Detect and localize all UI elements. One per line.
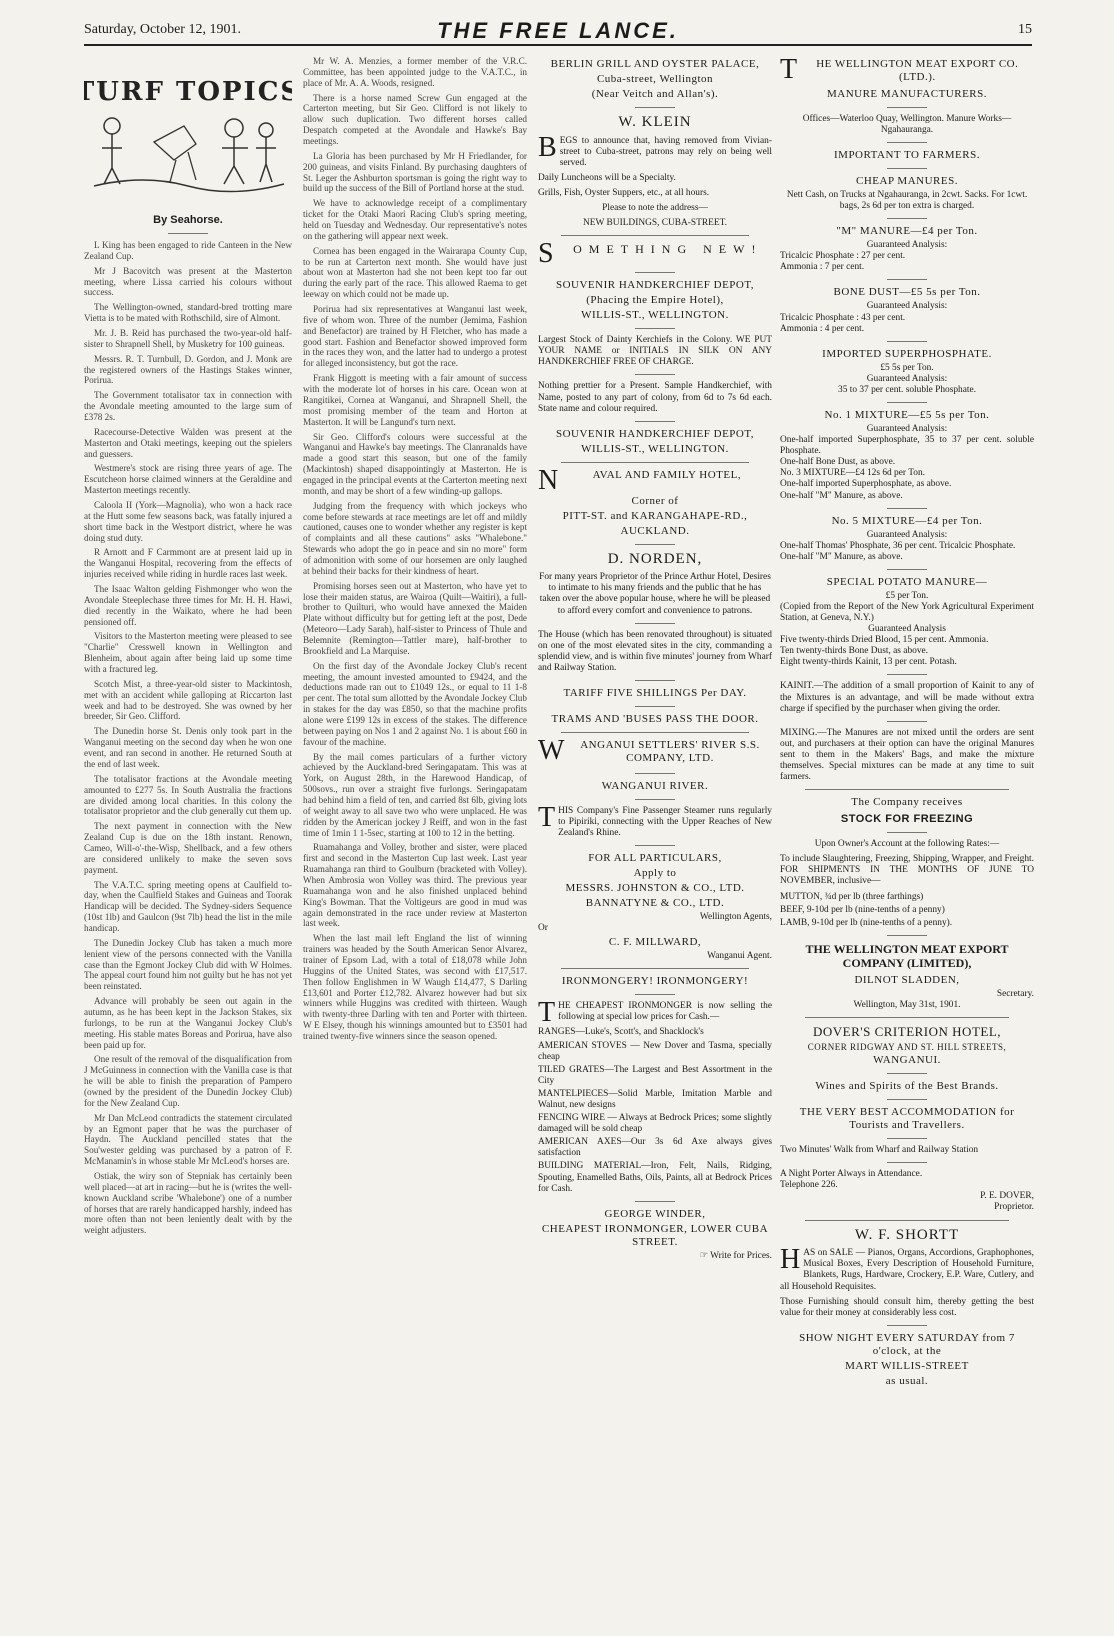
divider — [635, 374, 675, 375]
naval-hotel-body-2: The House (which has been renovated throughout) is situated on one of the most elevated sites in the city, commanding a splendid view, and is within five minutes' journey from Wharf and Railway Station. — [538, 629, 772, 673]
souvenir-body: Largest Stock of Dainty Kerchiefs in the Colony. WE PUT YOUR NAME or INITIALS IN SILK ON ANY HANDKERCHIEF FREE OF CHARGE. — [538, 335, 772, 368]
turf-paragraph: The Dunedin horse St. Denis only took part in the Wanganui meeting on the second day when he won one event, and ran second in another. He returned South at the end of last week. — [84, 726, 292, 769]
turf-topics-column-2 — [303, 56, 527, 1046]
meat-kainit: KAINIT.—The addition of a small proportion of Kainit to any of the Mixtures is an advantage, and will be made without extra charge if specified by the purchaser when giving the order. — [780, 681, 1034, 714]
turf-paragraph: When the last mail left England the list of winning trainers was headed by the South American Senor Alvarez, trainer of Epsom Lad, with a total of £18,078 while John Huggins of the United States, was second with £17,517. Then follow Englishmen in W Waugh £14,477, S Darling £13,601 and Porter £12,782. Alvarez however had but six winners while Huggins was credited with thirteen. Waugh with twenty-three Darling with ten and Porter with thirteen. W E Elsey, though his winnings amounted but to £3501 had trained twenty-five winners since the season opened. — [303, 933, 527, 1042]
masthead — [84, 18, 1032, 46]
divider — [561, 462, 748, 463]
svg-text:TURF TOPICS: TURF TOPICS — [84, 77, 292, 107]
divider — [561, 235, 748, 236]
divider — [887, 107, 927, 108]
turf-paragraph: Scotch Mist, a three-year-old sister to Mackintosh, met with an accident while galloping at Riccarton last week and had to be destroyed. She was owned by her breeder, Sir Geo. Clifford. — [84, 678, 292, 722]
product-line: Guaranteed Analysis — [868, 624, 946, 635]
divider — [635, 845, 675, 846]
product-title: BONE DUST—£5 5s per Ton. — [833, 286, 981, 299]
wanganui-apply: Apply to — [633, 867, 677, 880]
ironmongery-heading: IRONMONGERY! IRONMONGERY! — [561, 975, 749, 988]
divider — [887, 341, 927, 342]
turf-paragraph: R Arnott and F Carmmont are at present laid up in the Wanganui Hospital, recovering from the effects of injuries received while riding in hurdle races last week. — [84, 547, 292, 580]
product-line: Tricalcic Phosphate : 27 per cent. — [780, 251, 906, 262]
wanganui-body: HIS Company's Fine Passenger Steamer runs regularly to Pipiriki, connecting with the Upper Reaches of New Zealand's Rhine. — [558, 805, 772, 839]
divider — [635, 706, 675, 707]
meat-offices: Offices—Waterloo Quay, Wellington. Manure Works—Ngahauranga. — [802, 113, 1012, 135]
drop-cap: S — [538, 238, 561, 270]
turf-paragraph: Mr. J. B. Reid has purchased the two-year-old half-sister to Shrapnell Shell, by Musketry for 100 guineas. — [84, 327, 292, 349]
product-title: "M" MANURE—£4 per Ton. — [836, 225, 978, 238]
list-item: AMERICAN AXES—Our 3s 6d Axe always gives satisfaction — [538, 1137, 772, 1159]
dover-corner: CORNER RIDGWAY AND ST. HILL STREETS, — [807, 1041, 1007, 1052]
product-line: Tricalcic Phosphate : 43 per cent. — [780, 312, 906, 323]
meat-heading: HE WELLINGTON MEAT EXPORT CO. (LTD.). — [816, 58, 1019, 83]
meat-manure: MANURE MANUFACTURERS. — [826, 87, 988, 100]
divider — [887, 142, 927, 143]
product-title: SPECIAL POTATO MANURE— — [826, 575, 988, 588]
divider — [805, 1017, 1008, 1018]
divider — [168, 233, 208, 234]
product-line: Guaranteed Analysis: — [866, 529, 948, 540]
divider — [805, 789, 1008, 790]
turf-paragraph: Cornea has been engaged in the Wairarapa County Cup, to be run at Carterton next month. She would have just about won at Masterton had she not been kept too far out during the early part of the race. This allowed Raema to get leeway on which could not be made up. — [303, 245, 527, 300]
turf-paragraph: The Government totalisator tax in connection with the Avondale meeting amounted to the large sum of £378 2s. — [84, 390, 292, 422]
turf-paragraph: The Isaac Walton gelding Fishmonger who won the Avondale Steeplechase three times for Mr. H. H. Hawi, died recently in the Waikato, where he had been pensioned off. — [84, 584, 292, 627]
souvenir-depot-2: SOUVENIR HANDKERCHIEF DEPOT, — [555, 427, 755, 440]
dover-heading: DOVER'S CRITERION HOTEL, — [812, 1024, 1002, 1040]
list-item: MUTTON, ¾d per lb (three farthings) — [780, 891, 924, 902]
wanganui-agent-3: C. F. MILLWARD, — [608, 936, 702, 949]
turf-paragraph: Mr J Bacovitch was present at the Masterton meeting, where Lissa carried his colours without success. — [84, 265, 292, 298]
product-line: No. 3 MIXTURE—£4 12s 6d per Ton. — [780, 468, 925, 479]
drop-cap: T — [538, 801, 556, 833]
product-line: £5 5s per Ton. — [880, 362, 934, 373]
turf-paragraph: Messrs. R. T. Turnbull, D. Gordon, and J. Monk are the registered owners of the Hastings Stakes winner, Porirua. — [84, 353, 292, 386]
turf-paragraph: Caloola II (York—Magnolia), who won a hack race at the Hutt some few seasons back, was fatally injured a short time back in the Westport district, where he was doing stud duty. — [84, 500, 292, 543]
souvenir-facing: (Phacing the Empire Hotel), — [586, 294, 724, 307]
turf-paragraph: Mr W. A. Menzies, a former member of the V.R.C. Committee, has been appointed judge to the V.A.T.C., in place of Mr. A. A. Woods, resigned. — [303, 56, 527, 88]
meat-receives: The Company receives — [851, 796, 963, 809]
product-line: One-half "M" Manure, as above. — [780, 551, 903, 562]
divider — [887, 674, 927, 675]
dover-proprietor: P. E. DOVER, — [980, 1191, 1034, 1202]
divider — [635, 773, 675, 774]
product-line: One-half Thomas' Phosphate, 36 per cent. Tricalcic Phosphate. — [780, 540, 1016, 551]
product-line: Ammonia : 4 per cent. — [780, 323, 865, 334]
wanganui-settlers-ad — [538, 734, 772, 962]
divider — [561, 968, 748, 969]
berlin-grill-body: EGS to announce that, having removed from Vivian-street to Cuba-street, patrons may rely on being well served. — [559, 135, 772, 168]
turf-paragraph: Ostiak, the wiry son of Stepniak has certainly been well placed—at art in racing—but he is (writes the well-known Auckland scribe 'Whalebone') one of a number of horses that are rarely handicapped harshly, indeed has more often than not been leniently dealt with by the weight adjusters. — [84, 1171, 292, 1236]
list-item: RANGES—Luke's, Scott's, and Shacklock's — [538, 1027, 704, 1038]
naval-hotel-city: AUCKLAND. — [620, 524, 690, 537]
turf-paragraph: L King has been engaged to ride Canteen in the New Zealand Cup. — [84, 239, 292, 261]
list-item: BUILDING MATERIAL—Iron, Felt, Nails, Ridging, Spouting, Enamelled Baths, Oils, Paints, all at Bedrock Prices for Cash. — [538, 1161, 772, 1194]
turf-topics-illustration — [84, 56, 292, 206]
meat-secretary-title: Secretary. — [996, 989, 1034, 1000]
divider — [887, 1138, 927, 1139]
turf-paragraph: Promising horses seen out at Masterton, who have yet to lose their maiden status, are Wairoa (Quilt—Waitiri), a full-brother to Quilturi, who would have annexed the Maiden Plate without difficulty but for getting left at the post, Dede (Meteoro—Lady Sarah), half-sister to Princess of Thule and Belemnite (Remington—Tattler mare), half-brother to Brookfield and La Marquise. — [303, 580, 527, 656]
divider — [887, 832, 927, 833]
wanganui-agents-2: BANNATYNE & CO., LTD. — [585, 897, 725, 910]
drop-cap: W — [538, 734, 565, 766]
product-line: (Copied from the Report of the New York Agricultural Experiment Station, at Geneva, N.Y.) — [780, 601, 1034, 623]
wanganui-agents-label: Wellington Agents, — [699, 912, 772, 922]
divider — [635, 272, 675, 273]
turf-paragraph: We have to acknowledge receipt of a complimentary ticket for the Otaki Maori Racing Club's spring meeting, held on Tuesday and Wednesday. Our representative's notes on the gathering will appear next week. — [303, 198, 527, 241]
naval-hotel-body: For many years Proprietor of the Prince Arthur Hotel, Desires to intimate to his many friends and the public that he has taken over the above popular house, where he will be pleased to afford every comfort and convenience to patrons. — [539, 572, 771, 616]
turf-paragraph: One result of the removal of the disqualification from J McGuinness in connection with the Vanilla case is that he will be able to finish the preparation of Pampero (owned by the president of the Dunedin Jockey Club) for the New Zealand Cup. — [84, 1054, 292, 1108]
list-item: AMERICAN STOVES — New Dover and Tasma, specially cheap — [538, 1040, 772, 1062]
dover-best: THE VERY BEST ACCOMMODATION for Tourists and Travellers. — [799, 1106, 1015, 1132]
product-line: Five twenty-thirds Dried Blood, 15 per cent. Ammonia. — [780, 635, 989, 646]
naval-hotel-ad — [538, 464, 772, 726]
product-line: One-half imported Superphosphate, as above. — [780, 479, 952, 490]
ironmongery-ad — [538, 975, 772, 1261]
divider — [635, 799, 675, 800]
berlin-grill-name: BERLIN GRILL AND OYSTER PALACE, — [550, 58, 760, 70]
turf-paragraph: On the first day of the Avondale Jockey Club's recent meeting, the amount invested amounted to £9424, and the deductions made ran out to £1049 12s., or equal to 11 1-8 per cent. The total sum allotted by the Avondale Jockey Club in stakes for the day was £850, so that the machine profits alone were £199 12s in excess of the stakes. The difference between paying on Nos 1 and 2 against No. 1 is about £60 in favour of the machine. — [303, 660, 527, 747]
souvenir-depot: SOUVENIR HANDKERCHIEF DEPOT, — [555, 279, 755, 292]
turf-paragraph: Frank Higgott is meeting with a fair amount of success with the moderate lot of horses in his care. Ocean won at Rangitikei, Cornea at Wanganui, and Shrapnell Shell, the most promising member of the team and Horton at Masterton. It will be Langund's turn next. — [303, 373, 527, 427]
divider — [805, 1220, 1008, 1221]
berlin-grill-proprietor: W. KLEIN — [618, 113, 692, 130]
wanganui-agents-1: MESSRS. JOHNSTON & CO., LTD. — [565, 882, 745, 895]
product-line: One-half "M" Manure, as above. — [780, 490, 903, 501]
divider — [887, 1162, 927, 1163]
turf-paragraph: Racecourse-Detective Walden was present at the Masterton and Otaki meetings, keeping out the spielers and guessers. — [84, 426, 292, 459]
product-line: Ten twenty-thirds Bone Dust, as above. — [780, 646, 929, 657]
drop-cap: T — [780, 54, 798, 85]
divider — [635, 623, 675, 624]
meat-export-ad — [780, 54, 1034, 1011]
divider — [887, 935, 927, 936]
divider — [887, 218, 927, 219]
byline: By Seahorse. — [153, 214, 223, 226]
dover-walk: Two Minutes' Walk from Wharf and Railway Station — [780, 1145, 979, 1156]
divider — [887, 1099, 927, 1100]
turf-paragraph: The V.A.T.C. spring meeting opens at Caulfield to-day, when the Caulfield Stakes and Guineas and Toorak Handicap will be decided. The Sydney-siders Sequence (10st 1lb) and Gaulcon (9st 7lb) head the list in the mile handicap. — [84, 879, 292, 933]
dover-prop-title: Proprietor. — [994, 1202, 1034, 1213]
ironmongery-sub: CHEAPEST IRONMONGER, LOWER CUBA STREET. — [541, 1222, 769, 1248]
dover-hotel-ad — [780, 1024, 1034, 1213]
turf-paragraph: The Dunedin Jockey Club has taken a much more lenient view of the persons connected with the Vanilla case than the Egmont Jockey Club did with W Holmes. The appeal court found him not guilty but he has not yet been reinstated. — [84, 937, 292, 992]
meat-date: Wellington, May 31st, 1901. — [853, 1000, 961, 1011]
naval-hotel-streets: PITT-ST. and KARANGAHAPE-RD., — [562, 509, 748, 522]
dover-city: WANGANUI. — [873, 1054, 941, 1067]
divider — [887, 721, 927, 722]
list-item: TILED GRATES—The Largest and Best Assortment in the City — [538, 1064, 772, 1086]
naval-hotel-trams: TRAMS AND 'BUSES PASS THE DOOR. — [551, 712, 759, 725]
shortt-usual: as usual. — [885, 1374, 929, 1387]
product-line: £5 per Ton. — [885, 590, 929, 601]
product-line: 35 to 37 per cent. soluble Phosphate. — [838, 384, 976, 395]
turf-paragraph: Sir Geo. Clifford's colours were successful at the Wanganui and Hawke's bay meetings. The Clanranalds have made a good start this season, but one of the family (Mackintosh) shaped disappointingly at Masterton. He is engaged in the principal events at the Carterton meeting next month, and may be short of a few winding-up gallops. — [303, 431, 527, 496]
berlin-grill-ad — [538, 58, 772, 229]
souvenir-handkerchief-ad — [538, 238, 772, 455]
naval-hotel-tariff: TARIFF FIVE SHILLINGS Per DAY. — [563, 687, 747, 699]
turf-paragraph: The next payment in connection with the New Zealand Cup is due on the 18th instant. Renown, Cameo, Will-o'-the-Wisp, Shellback, and a few others are considered unlikely to make the seven sovs payment. — [84, 821, 292, 875]
dover-night: A Night Porter Always in Attendance. — [780, 1169, 923, 1180]
turf-paragraph: The totalisator fractions at the Avondale meeting amounted to £277 5s. In South Australia the fractions are divided among local charities. In this colony the totalisator proprietor and the club generally cut them up. — [84, 773, 292, 817]
divider — [635, 1201, 675, 1202]
divider — [887, 279, 927, 280]
shortt-ad — [780, 1227, 1034, 1388]
drop-cap: N — [538, 464, 559, 496]
divider — [887, 508, 927, 509]
turf-paragraph: Porirua had six representatives at Wanganui last week, five of whom won. Three of the number (Jemima, Fashion and Benefactor) are trained by H Fletcher, who has made a good start. Fashion and Benefactor showed improved form in the races they won, and the latter had to undergo a protest for alleged inconsistency, but got the race. — [303, 304, 527, 369]
divider — [635, 680, 675, 681]
turf-paragraph: Westmere's stock are rising three years of age. The Escutcheon horse claimed winners at the Geraldine and Masterton meetings recently. — [84, 463, 292, 496]
issue-date: Saturday, October 12, 1901. — [84, 22, 241, 37]
meat-cheap: CHEAP MANURES. — [856, 175, 958, 188]
souvenir-street: WILLIS-ST., WELLINGTON. — [581, 309, 729, 322]
wanganui-or: Or — [538, 923, 548, 934]
divider — [635, 994, 675, 995]
divider — [887, 168, 927, 169]
meat-mixing: MIXING.—The Manures are not mixed until the orders are sent out, and purchasers at their option can have the original Manures sent to them in the Makers' Bags, and make the mixture themselves. Special mixtures can be made at any time to suit farmers. — [780, 727, 1034, 783]
product-title: IMPORTED SUPERPHOSPHATE. — [822, 347, 992, 360]
berlin-grill-address: NEW BUILDINGS, CUBA-STREET. — [583, 218, 727, 229]
product-line: Eight twenty-thirds Kainit, 13 per cent. Potash. — [780, 657, 957, 668]
divider — [635, 421, 675, 422]
turf-paragraph: Advance will probably be seen out again in the autumn, as he has been kept in the Jackson Stakes, six furlongs, to be run at the Wanganui Jockey Club's meeting. His stable mates Boreas and Porirua, have also been paid up for. — [84, 996, 292, 1050]
meat-upon: Upon Owner's Account at the following Rates:— — [814, 839, 1000, 850]
berlin-grill-note: Please to note the address— — [602, 203, 708, 214]
shortt-body: AS on SALE — Pianos, Organs, Accordions, Graphophones, Musical Boxes, Every Description of Household Furniture, Blankets, Rugs, Hardware, Crockery, E.P. Ware, Cutlery, and all Household Requisites. — [780, 1248, 1034, 1292]
ironmongery-body: HE CHEAPEST IRONMONGER is now selling the following at special low prices for Cash.— — [558, 1001, 772, 1023]
divider — [887, 569, 927, 570]
naval-hotel-heading: AVAL AND FAMILY HOTEL, — [592, 468, 742, 481]
ironmongery-name: GEORGE WINDER, — [604, 1207, 706, 1220]
ironmongery-write: ☞ Write for Prices. — [699, 1250, 772, 1261]
meat-important: IMPORTANT TO FARMERS. — [834, 149, 980, 162]
divider — [635, 328, 675, 329]
list-item: FENCING WIRE — Always at Bedrock Prices; some slightly damaged will be sold cheap — [538, 1113, 772, 1135]
berlin-grill-line: Daily Luncheons will be a Specialty. — [538, 172, 676, 183]
turf-topics-column-1 — [84, 56, 292, 1240]
divider — [887, 1073, 927, 1074]
newspaper-title: THE FREE LANCE. — [437, 18, 679, 43]
turf-paragraph: By the mail comes particulars of a further victory achieved by the Auckland-bred Seringapatam. This was at York, on August 28th, in the Harewood Handicap, of 500sovs., run over a straight five furlongs. Seringapatam had behind him a field of ten, and carried 8st 6lb, giving lots of weight away to all save two who were unplaced. He was ridden by the American jockey J Reiff, and won in the fast time of 1min 1 1-5sec, starting at 100 to 12 in the betting. — [303, 751, 527, 838]
berlin-grill-near: (Near Veitch and Allan's). — [591, 87, 719, 100]
berlin-grill-street: Cuba-street, Wellington — [596, 72, 714, 85]
turf-paragraph: Ruamahanga and Volley, brother and sister, were placed first and second in the Masterton Cup last week. Last year Ruamahanga ran third to Goulburn (bracketed with Volley). When Ambrosia won Volley was third. The previous year Ruamahanga won and he also finished unplaced behind King's Bowman. That the Voltigeurs are good in mud was again demonstrated in the race under review at Masterton last week. — [303, 842, 527, 929]
product-line: One-half imported Superphosphate, 35 to 37 per cent. soluble Phosphate. — [780, 435, 1034, 457]
product-line: Guaranteed Analysis: — [866, 423, 948, 434]
ironmongery-items — [538, 1027, 772, 1194]
turf-paragraph: Visitors to the Masterton meeting were pleased to see "Charlie" Cresswell known in Wellington and Blenheim, about again after being laid up some time with a fractured leg. — [84, 631, 292, 675]
drop-cap: B — [538, 131, 557, 163]
wanganui-particulars: FOR ALL PARTICULARS, — [588, 852, 722, 865]
turf-paragraph: There is a horse named Screw Gun engaged at the Carterton meeting, but Sir Geo. Clifford is not likely to allow such duplication. Two different horses called Despatch competed at the Avondale and Hawke's Bay meetings. — [303, 92, 527, 147]
turf-paragraph: The Wellington-owned, standard-bred trotting mare Vietta is to be mated with Rothschild, sire of Almont. — [84, 302, 292, 324]
dover-wines: Wines and Spirits of the Best Brands. — [815, 1080, 999, 1093]
wanganui-river: WANGANUI RIVER. — [601, 779, 709, 792]
product-line: Ammonia : 7 per cent. — [780, 262, 865, 273]
meat-include: To include Slaughtering, Freezing, Shipping, Wrapper, and Freight. FOR SHIPMENTS IN THE MONTHS OF JUNE TO NOVEMBER, inclusive— — [780, 854, 1034, 887]
meat-stock: STOCK FOR FREEZING — [840, 813, 974, 826]
souvenir-street-2: WILLIS-ST., WELLINGTON. — [581, 442, 729, 455]
meat-nett: Nett Cash, on Trucks at Ngahauranga, in 2cwt. Sacks. For 1cwt. bags, 2s 6d per ton extra is charged. — [786, 190, 1028, 212]
list-item: BEEF, 9-10d per lb (nine-tenths of a penny) — [780, 904, 945, 915]
dover-telephone: Telephone 226. — [780, 1180, 838, 1191]
list-item: LAMB, 9-10d per lb (nine-tenths of a penny). — [780, 917, 953, 928]
naval-hotel-corner: Corner of — [631, 494, 679, 507]
advertisements-column-3 — [538, 56, 772, 1262]
souvenir-heading: OMETHING NEW! — [573, 242, 763, 257]
meat-company: THE WELLINGTON MEAT EXPORT COMPANY (LIMITED), — [805, 941, 1009, 970]
drop-cap: T — [538, 997, 556, 1029]
shortt-body-2: Those Furnishing should consult him, thereby getting the best value for their money at considerably less cost. — [780, 1296, 1034, 1318]
turf-topics-illustration-art — [84, 56, 292, 206]
meat-secretary: DILNOT SLADDEN, — [854, 974, 960, 987]
turf-paragraph: Judging from the frequency with which jockeys who come before stewards at race meetings are let off and mildly cautioned, causes one to wonder whether any register is kept of complaints and all these cautions" asks "Whalebone." Stewards who adopt the go in peace and sin no more" form of admonition with some of our horsemen are only laughed at behind their backs for their kindness of heart. — [303, 500, 527, 576]
wanganui-agent-3-label: Wanganui Agent. — [707, 951, 772, 962]
page-number: 15 — [1018, 22, 1032, 37]
list-item: MANTELPIECES—Solid Marble, Imitation Marble and Walnut, new designs — [538, 1088, 772, 1110]
shortt-show: SHOW NIGHT EVERY SATURDAY from 7 o'clock, at the — [799, 1331, 1015, 1357]
advertisements-column-4 — [780, 56, 1034, 1390]
divider — [887, 402, 927, 403]
wanganui-heading: ANGANUI SETTLERS' RIVER S.S. COMPANY, LTD. — [580, 738, 760, 764]
drop-cap: H — [780, 1244, 801, 1276]
turf-paragraph: Mr Dan McLeod contradicts the statement circulated by an Egmont paper that he was the purchaser of Haydn. The Auckland pencilled states that the Sou'wester gelding was purchased by a patron of F. McManamin's in whose stable Mr McLeod's horses are. — [84, 1112, 292, 1167]
product-line: Guaranteed Analysis: — [866, 301, 948, 312]
berlin-grill-line: Grills, Fish, Oyster Suppers, etc., at all hours. — [538, 187, 710, 198]
product-title: No. 1 MIXTURE—£5 5s per Ton. — [824, 408, 990, 421]
divider — [561, 732, 748, 733]
shortt-mart: MART WILLIS-STREET — [845, 1359, 969, 1372]
product-line: Guaranteed Analysis: — [866, 373, 948, 384]
product-line: Guaranteed Analysis: — [866, 240, 948, 251]
product-title: No. 5 MIXTURE—£4 per Ton. — [831, 514, 983, 527]
product-line: One-half Bone Dust, as above. — [780, 457, 896, 468]
shortt-name: W. F. SHORTT — [854, 1226, 960, 1243]
souvenir-body-2: Nothing prettier for a Present. Sample Handkerchief, with Name, posted to any part of colony, from 6d to 7s 6d each. State name and colour required. — [538, 381, 772, 414]
divider — [635, 107, 675, 108]
turf-paragraph: La Gloria has been purchased by Mr H Friedlander, for 200 guineas, and visits Finland. By purchasing daughters of St. Leger the Ashburton sportsman is going the right way to build up the success of the Bill of Portland horse at the stud. — [303, 150, 527, 194]
divider — [635, 544, 675, 545]
meat-rates — [780, 892, 1034, 929]
divider — [887, 1325, 927, 1326]
naval-hotel-proprietor: D. NORDEN, — [607, 550, 703, 567]
